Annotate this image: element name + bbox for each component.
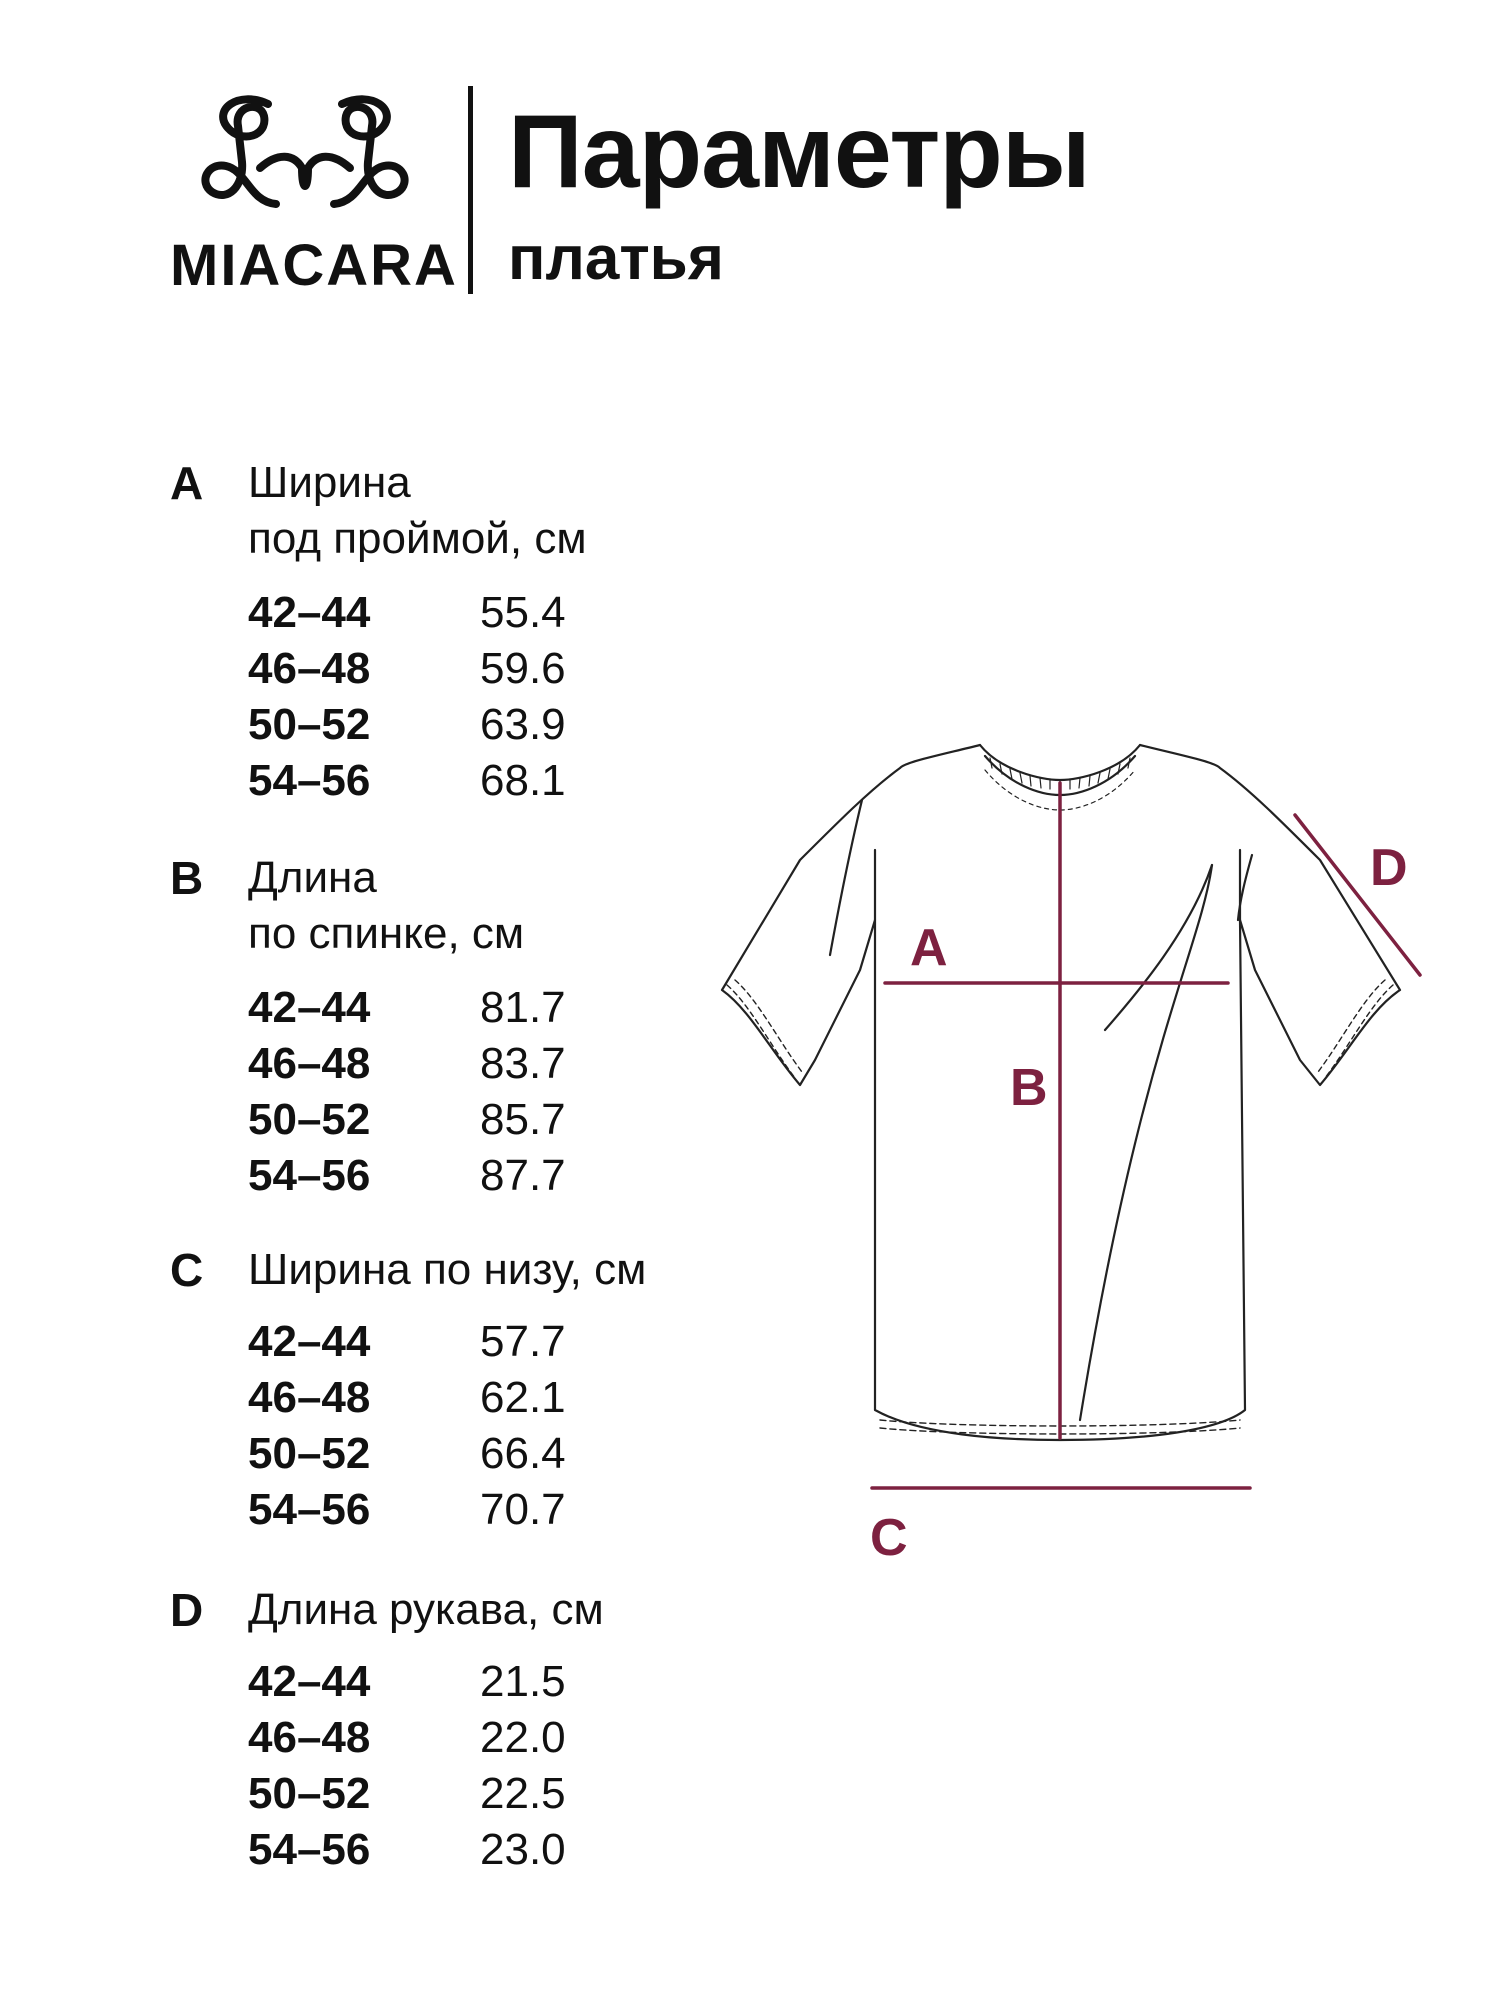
size-label: 46–48 — [248, 1373, 371, 1422]
size-label: 46–48 — [248, 644, 371, 693]
size-label: 42–44 — [248, 1317, 371, 1366]
table-row — [248, 1482, 566, 1538]
dress-diagram — [700, 720, 1460, 1580]
table-row — [248, 1766, 566, 1822]
size-value: 22.0 — [480, 1713, 566, 1762]
page-subtitle: платья — [508, 224, 724, 293]
size-label: 50–52 — [248, 1095, 371, 1144]
size-value: 85.7 — [480, 1095, 566, 1144]
brand-name: MIACARA — [170, 233, 458, 298]
size-label: 42–44 — [248, 588, 371, 637]
label-a: A — [910, 919, 948, 977]
section-title: Длина по спинке, см — [248, 853, 525, 958]
miacara-logo-icon — [198, 92, 412, 222]
table-row — [248, 1092, 566, 1148]
size-value: 83.7 — [480, 1039, 566, 1088]
label-c: C — [870, 1509, 908, 1567]
size-table — [248, 980, 566, 1204]
table-row — [248, 1710, 566, 1766]
size-label: 54–56 — [248, 1485, 371, 1534]
size-value: 55.4 — [480, 588, 566, 637]
table-row — [248, 1314, 566, 1370]
size-value: 87.7 — [480, 1151, 566, 1200]
size-value: 22.5 — [480, 1769, 566, 1818]
size-label: 42–44 — [248, 1657, 371, 1706]
size-label: 54–56 — [248, 1151, 371, 1200]
size-value: 63.9 — [480, 700, 566, 749]
size-value: 57.7 — [480, 1317, 566, 1366]
section-letter: D — [170, 1584, 204, 1636]
section-letter: B — [170, 852, 204, 904]
header-divider — [468, 86, 473, 294]
size-label: 42–44 — [248, 983, 371, 1032]
size-label: 50–52 — [248, 1429, 371, 1478]
size-value: 21.5 — [480, 1657, 566, 1706]
table-row — [248, 1822, 566, 1878]
size-value: 23.0 — [480, 1825, 566, 1874]
table-row — [248, 697, 566, 753]
section-title: Длина рукава, см — [248, 1585, 604, 1634]
size-value: 81.7 — [480, 983, 566, 1032]
size-label: 46–48 — [248, 1713, 371, 1762]
size-value: 68.1 — [480, 756, 566, 805]
size-label: 54–56 — [248, 756, 371, 805]
size-table — [248, 585, 566, 809]
size-value: 70.7 — [480, 1485, 566, 1534]
table-row — [248, 1148, 566, 1204]
section-title: Ширина под проймой, см — [248, 458, 587, 563]
table-row — [248, 641, 566, 697]
label-b: B — [1010, 1059, 1048, 1117]
size-table — [248, 1314, 566, 1538]
table-row — [248, 585, 566, 641]
label-d: D — [1370, 839, 1408, 897]
size-value: 62.1 — [480, 1373, 566, 1422]
size-label: 54–56 — [248, 1825, 371, 1874]
page-title: Параметры — [508, 94, 1090, 210]
section-letter: A — [170, 457, 204, 509]
table-row — [248, 753, 566, 809]
table-row — [248, 1426, 566, 1482]
size-value: 66.4 — [480, 1429, 566, 1478]
table-row — [248, 1654, 566, 1710]
section-letter: C — [170, 1244, 204, 1296]
table-row — [248, 980, 566, 1036]
size-value: 59.6 — [480, 644, 566, 693]
table-row — [248, 1370, 566, 1426]
size-label: 50–52 — [248, 1769, 371, 1818]
table-row — [248, 1036, 566, 1092]
size-label: 50–52 — [248, 700, 371, 749]
section-title: Ширина по низу, см — [248, 1245, 647, 1294]
size-table — [248, 1654, 566, 1878]
size-label: 46–48 — [248, 1039, 371, 1088]
